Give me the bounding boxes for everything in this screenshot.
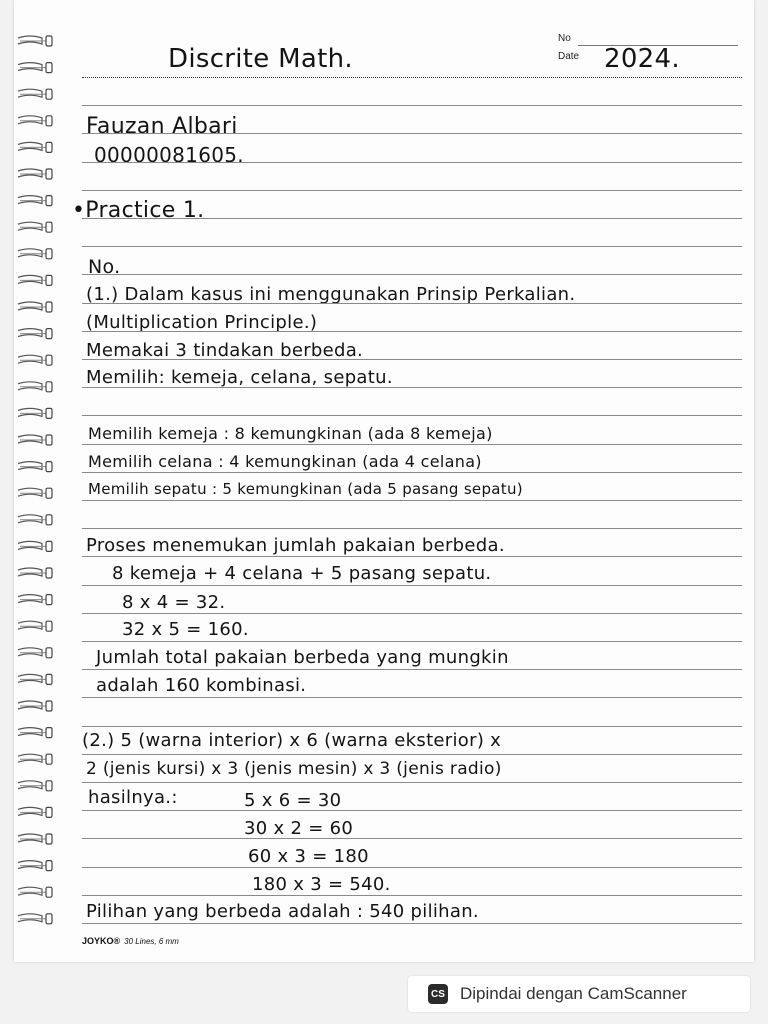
q1-line-4: Memilih: kemeja, celana, sepatu. [86, 367, 393, 388]
q2-line-1: (2.) 5 (warna interior) x 6 (warna eksterior) x [82, 730, 502, 751]
ruled-line [82, 387, 742, 388]
camscanner-logo-icon: CS [428, 984, 448, 1004]
spiral-ring [18, 302, 52, 312]
q2-calc-1: 5 x 6 = 30 [244, 790, 342, 811]
ruled-line [82, 754, 742, 755]
spiral-ring [18, 648, 52, 658]
q1-line-3: Memakai 3 tindakan berbeda. [86, 340, 364, 361]
ruled-line [82, 190, 742, 191]
q2-line-3: hasilnya.: [88, 787, 178, 808]
spiral-ring [18, 541, 52, 551]
ruled-line [82, 895, 742, 896]
spiral-ring [18, 222, 52, 232]
spiral-ring [18, 435, 52, 445]
student-name: Fauzan Albari [86, 114, 238, 139]
q2-line-2: 2 (jenis kursi) x 3 (jenis mesin) x 3 (jenis radio) [86, 759, 502, 779]
q2-calc-2: 30 x 2 = 60 [244, 818, 354, 839]
ruled-line [82, 528, 742, 529]
page-title: Discrite Math. [168, 44, 353, 74]
notebook-brand [82, 936, 179, 946]
spiral-ring [18, 408, 52, 418]
q1-line-2: (Multiplication Principle.) [86, 312, 318, 333]
ruled-line [82, 556, 742, 557]
ruled-line [82, 923, 742, 924]
ruled-line [82, 105, 742, 106]
spiral-ring [18, 355, 52, 365]
q1-line-1: (1.) Dalam kasus ini menggunakan Prinsip Perkalian. [86, 284, 576, 305]
spiral-ring [18, 807, 52, 817]
spiral-ring [18, 914, 52, 924]
spiral-ring [18, 63, 52, 73]
student-id: 00000081605. [94, 143, 244, 167]
spiral-ring [18, 674, 52, 684]
q1-line-7: Memilih sepatu : 5 kemungkinan (ada 5 pasang sepatu) [88, 480, 523, 498]
spiral-ring [18, 36, 52, 46]
q1-line-6: Memilih celana : 4 kemungkinan (ada 4 celana) [88, 452, 482, 471]
ruled-line [82, 274, 742, 275]
q2-calc-3: 60 x 3 = 180 [248, 846, 369, 867]
spiral-ring [18, 249, 52, 259]
date-value: 2024. [604, 44, 680, 74]
ruled-line [82, 472, 742, 473]
q1-line-10: 8 x 4 = 32. [122, 592, 226, 613]
no-heading: No. [88, 256, 121, 278]
q2-line-4: Pilihan yang berbeda adalah : 540 pilihan. [86, 901, 479, 922]
spiral-ring [18, 89, 52, 99]
spiral-ring [18, 116, 52, 126]
spiral-ring [18, 488, 52, 498]
ruled-line [82, 697, 742, 698]
brand-lines: 30 Lines, 6 mm [124, 937, 179, 946]
spiral-ring [18, 621, 52, 631]
ruled-line [82, 133, 742, 134]
camscanner-text: Dipindai dengan CamScanner [460, 984, 687, 1003]
spiral-ring [18, 887, 52, 897]
q1-line-9: 8 kemeja + 4 celana + 5 pasang sepatu. [112, 563, 492, 584]
q1-line-12: Jumlah total pakaian berbeda yang mungkin [96, 647, 509, 668]
ruled-line [82, 415, 742, 416]
spiral-ring [18, 861, 52, 871]
spiral-ring [18, 515, 52, 525]
q1-line-13: adalah 160 kombinasi. [96, 675, 307, 696]
ruled-line [82, 162, 742, 163]
spiral-ring [18, 329, 52, 339]
spiral-ring [18, 142, 52, 152]
spiral-ring [18, 462, 52, 472]
ruled-line [82, 246, 742, 247]
spiral-ring [18, 196, 52, 206]
ruled-line [82, 359, 742, 360]
spiral-binding [16, 30, 56, 940]
ruled-line [82, 303, 742, 304]
ruled-line [82, 500, 742, 501]
spiral-ring [18, 781, 52, 791]
q1-line-5: Memilih kemeja : 8 kemungkinan (ada 8 kemeja) [88, 424, 493, 443]
ruled-line [82, 641, 742, 642]
ruled-line [82, 218, 742, 219]
ruled-line [82, 669, 742, 670]
spiral-ring [18, 728, 52, 738]
spiral-ring [18, 382, 52, 392]
camscanner-watermark [408, 976, 750, 1012]
spiral-ring [18, 568, 52, 578]
spiral-ring [18, 169, 52, 179]
ruled-line [82, 810, 742, 811]
spiral-ring [18, 754, 52, 764]
ruled-line [82, 77, 742, 78]
ruled-line [82, 867, 742, 868]
q1-line-8: Proses menemukan jumlah pakaian berbeda. [86, 535, 505, 556]
ruled-line [82, 585, 742, 586]
no-label: No [558, 33, 571, 44]
ruled-line [82, 838, 742, 839]
ruled-line [82, 444, 742, 445]
ruled-line [82, 331, 742, 332]
ruled-line [82, 613, 742, 614]
ruled-line [82, 782, 742, 783]
spiral-ring [18, 834, 52, 844]
practice-heading: •Practice 1. [72, 198, 205, 223]
brand-name: JOYKO® [82, 936, 121, 946]
spiral-ring [18, 595, 52, 605]
q1-line-11: 32 x 5 = 160. [122, 619, 249, 640]
date-label: Date [558, 51, 580, 62]
ruled-line [82, 726, 742, 727]
spiral-ring [18, 275, 52, 285]
q2-calc-4: 180 x 3 = 540. [252, 874, 391, 895]
spiral-ring [18, 701, 52, 711]
